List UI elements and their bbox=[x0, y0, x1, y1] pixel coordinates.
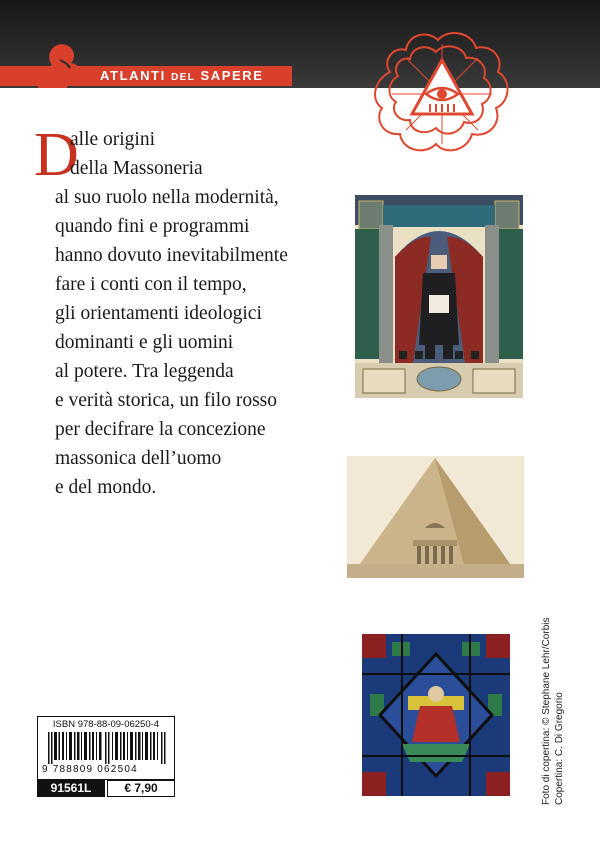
body-line: per decifrare la concezione bbox=[55, 419, 266, 440]
body-line: fare i conti con il tempo, bbox=[55, 274, 247, 295]
series-title: ATLANTI DEL SAPERE bbox=[100, 68, 264, 83]
drop-cap: D bbox=[34, 121, 79, 189]
body-line: della Massoneria bbox=[70, 158, 203, 179]
body-line: massonica dell’uomo bbox=[55, 448, 222, 469]
body-line: e verità storica, un filo rosso bbox=[55, 390, 278, 411]
barcode-block bbox=[37, 716, 175, 780]
all-seeing-eye-icon bbox=[368, 24, 516, 164]
body-line: gli orientamenti ideologici bbox=[55, 303, 262, 324]
photo-credits: Foto di copertina: © Stephane Lehr/Corbis Copertina: C. Di Gregorio bbox=[541, 617, 565, 805]
stained-glass-image bbox=[362, 634, 510, 796]
body-line: al potere. Tra leggenda bbox=[55, 361, 234, 382]
body-line: al suo ruolo nella modernità, bbox=[55, 187, 279, 208]
body-line: e del mondo. bbox=[55, 477, 157, 498]
masonic-portrait-image bbox=[355, 195, 523, 398]
body-line: hanno dovuto inevitabilmente bbox=[55, 245, 288, 266]
body-line: dominanti e gli uomini bbox=[55, 332, 234, 353]
pyramid-temple-image bbox=[347, 456, 524, 578]
product-code: 91561L bbox=[37, 780, 105, 797]
barcode-icon bbox=[48, 732, 166, 764]
thinker-silhouette-icon bbox=[30, 40, 90, 88]
ean-number: 9 788809 062504 bbox=[42, 764, 138, 775]
isbn-number: ISBN 978-88-09-06250-4 bbox=[52, 719, 160, 730]
body-line: alle origini bbox=[70, 129, 156, 150]
body-line: quando fini e programmi bbox=[55, 216, 250, 237]
price-label: € 7,90 bbox=[107, 780, 175, 797]
